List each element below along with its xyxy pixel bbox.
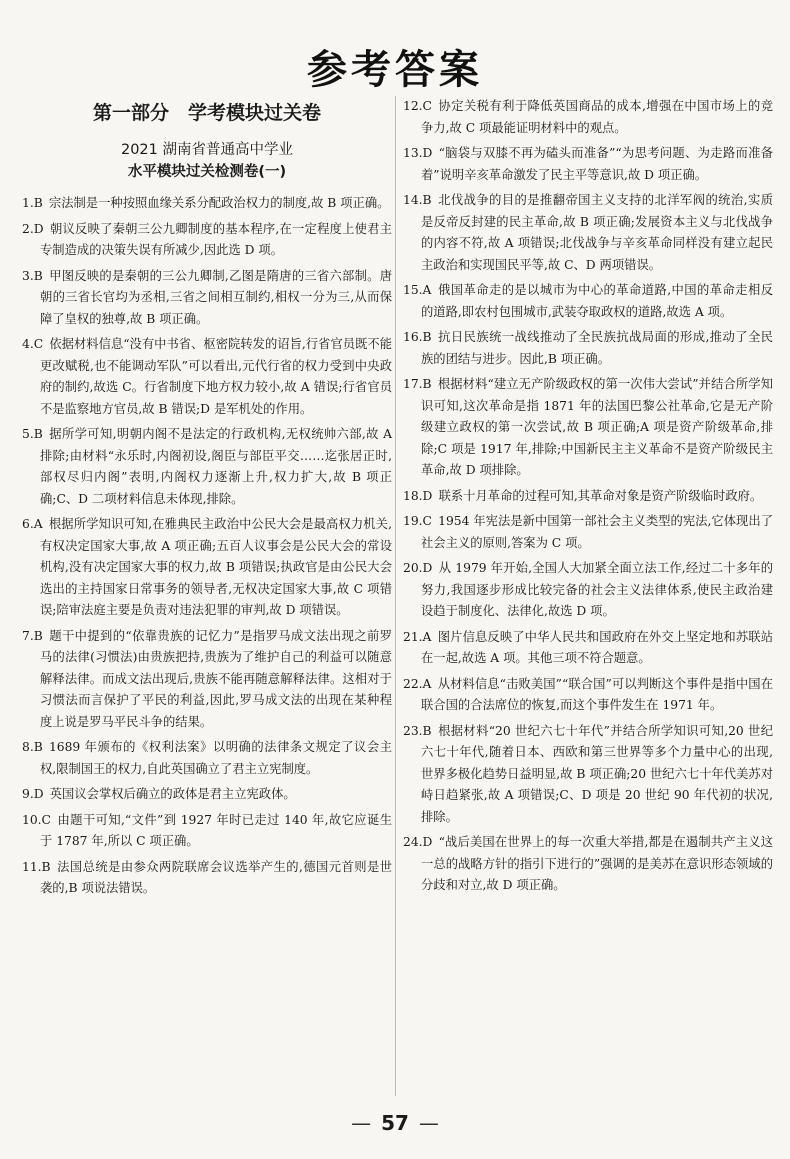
answer-number: 22.A [403, 676, 432, 691]
answer-item [403, 486, 773, 508]
page-title: 参考答案 [307, 47, 483, 93]
answer-item [403, 143, 773, 186]
answer-number: 19.C [403, 514, 432, 528]
answer-number: 14.B [403, 193, 432, 207]
answer-number: 11.B [22, 859, 51, 874]
answer-item [403, 280, 773, 323]
answer-text: 由题干可知,“文件”到 1927 年时已走过 140 年,故它应诞生于 1787 年,所以 C 项正确。 [40, 812, 392, 848]
footer-dash-right: — [418, 1111, 439, 1135]
answer-number: 10.C [22, 812, 51, 827]
answer-text: 从 1979 年开始,全国人大加紧全面立法工作,经过二十多年的努力,我国逐步形成比较完备的社会主义法律体系,使民主政治建设趋于制度化、法律化,故选 D 项。 [421, 561, 773, 618]
answer-item [22, 334, 392, 420]
answer-item [22, 266, 392, 331]
answer-item [22, 424, 392, 510]
answer-number: 16.B [403, 330, 432, 344]
answer-item [403, 96, 773, 139]
left-column [22, 96, 392, 904]
answer-number: 12.C [403, 99, 432, 113]
answer-number: 24.D [403, 835, 433, 849]
answer-number: 4.C [22, 337, 44, 351]
answer-number: 23.B [403, 723, 432, 738]
answer-text: 1689 年颁布的《权利法案》以明确的法律条文规定了议会主权,限制国王的权力,自此英国确立了君主立宪制度。 [40, 740, 392, 776]
answer-text: 据所学可知,明朝内阁不是法定的行政机构,无权统帅六部,故 A 排除;由材料“永乐时,内阁初设,阁臣与部臣平交……迄张居正时,部权尽归内阁”表明,内阁权力逐渐上升,权力扩大,故 B 项正确;C、D 二项材料信息未体现,排除。 [40, 427, 392, 506]
answer-number: 18.D [403, 488, 433, 503]
answer-number: 8.B [22, 740, 43, 754]
answer-item [403, 374, 773, 482]
answer-item [22, 810, 392, 853]
answer-number: 15.A [403, 283, 432, 297]
exam-title-line2: 水平模块过关检测卷(一) [127, 164, 287, 180]
answer-text: 图片信息反映了中华人民共和国政府在外交上坚定地和苏联站在一起,故选 A 项。其他三项不符合题意。 [421, 629, 773, 665]
answer-text: “战后美国在世界上的每一次重大举措,都是在遏制共产主义这一总的战略方针的指引下进行的”强调的是美苏在意识形态领域的分歧和对立,故 D 项正确。 [421, 835, 773, 892]
exam-title-line1: 2021 湖南省普通高中学业 [120, 142, 293, 158]
answer-text: “脑袋与双膝不再为磕头而准备”“为思考问题、为走路而准备着”说明辛亥革命激发了民主平等意识,故 D 项正确。 [421, 146, 773, 182]
answer-text: 1954 年宪法是新中国第一部社会主义类型的宪法,它体现出了社会主义的原则,答案为 C 项。 [421, 514, 773, 550]
answer-item [403, 190, 773, 276]
answer-text: 甲图反映的是秦朝的三公九卿制,乙图是隋唐的三省六部制。唐朝的三省长官均为丞相,三省之间相互制约,相权一分为三,从而保障了皇权的独尊,故 B 项正确。 [40, 268, 392, 326]
answer-text: 根据材料“建立无产阶级政权的第一次伟大尝试”并结合所学知识可知,这次革命是指 1871 年的法国巴黎公社革命,它是无产阶级建立政权的第一次尝试,故 B 项正确;A 项是资产阶级革命,排除;C 项是 1917 年,排除;中国新民主主义革命不是资产阶级民主革命,故 D 项排除。 [421, 377, 773, 477]
answer-text: 依据材料信息“没有中书省、枢密院转发的诏旨,行省官员既不能更改赋税,也不能调动军队”可以看出,元代行省的权力受到中央政府的制约,故选 C。行省制度下地方权力较小,故 A 错误;行省官员不是监察地方官员,故 B 错误;D 是军机处的作用。 [40, 337, 392, 416]
answer-number: 6.A [22, 517, 43, 531]
answer-number: 13.D [403, 146, 433, 160]
answer-text: 朝议反映了秦朝三公九卿制度的基本程序,在一定程度上使君主专制造成的决策失误有所减少,因此选 D 项。 [40, 221, 392, 257]
answer-text: 题干中提到的“依靠贵族的记忆力”是指罗马成文法出现之前罗马的法律(习惯法)由贵族把持,贵族为了维护自己的利益可以随意解释法律。而成文法出现后,贵族不能再随意解释法律。这相对于习惯法而言保护了平民的利益,因此,罗马成文法的出现在某种程度上说是罗马平民斗争的结果。 [40, 628, 392, 729]
answer-item [22, 857, 392, 900]
page-footer [0, 1111, 790, 1135]
answer-number: 9.D [22, 787, 44, 801]
answer-text: 协定关税有利于降低英国商品的成本,增强在中国市场上的竞争力,故 C 项最能证明材料中的观点。 [421, 99, 773, 135]
answer-item [403, 627, 773, 670]
right-column [403, 96, 773, 901]
answer-item [22, 219, 392, 262]
answer-number: 1.B [22, 196, 43, 210]
answer-number: 7.B [22, 628, 43, 643]
answer-item [22, 784, 392, 806]
answer-text: 北伐战争的目的是推翻帝国主义支持的北洋军阀的统治,实质是反帝反封建的民主革命,故 B 项正确;发展资本主义与北伐战争的内容不符,故 A 项错误;北伐战争与辛亥革命同样没有建立起民主政治和实现国民平等,故 C、D 两项错误。 [421, 193, 773, 272]
answer-text: 根据所学知识可知,在雅典民主政治中公民大会是最高权力机关,有权决定国家大事,故 A 项正确;五百人议事会是公民大会的常设机构,没有决定国家大事的权力,故 B 项错误;执政官是由公民大会选出的主持国家日常事务的领导者,无权决定国家大事,故 C 项错误;陪审法庭主要是负责对违法犯罪的审判,故 D 项错误。 [40, 517, 392, 617]
answer-item [22, 626, 392, 734]
answer-item [22, 193, 392, 215]
answer-number: 17.B [403, 377, 432, 391]
answer-number: 5.B [22, 427, 43, 441]
answer-text: 俄国革命走的是以城市为中心的革命道路,中国的革命走相反的道路,即农村包围城市,武装夺取政权的道路,故选 A 项。 [421, 283, 773, 319]
answer-item [22, 737, 392, 780]
answer-number: 20.D [403, 561, 433, 575]
answer-text: 联系十月革命的过程可知,其革命对象是资产阶级临时政府。 [438, 488, 763, 503]
answer-item [403, 558, 773, 623]
answer-number: 21.A [403, 629, 432, 644]
section-title: 第一部分 学考模块过关卷 [92, 102, 321, 124]
footer-dash-left: — [351, 1111, 372, 1135]
left-answer-list [22, 193, 392, 900]
answer-text: 英国议会掌权后确立的政体是君主立宪政体。 [49, 787, 296, 801]
answer-text: 法国总统是由参众两院联席会议选举产生的,德国元首则是世袭的,B 项说法错误。 [40, 859, 392, 895]
answer-text: 宗法制是一种按照血缘关系分配政治权力的制度,故 B 项正确。 [48, 196, 390, 210]
answer-item [403, 721, 773, 829]
answer-item [22, 514, 392, 622]
right-answer-list [403, 96, 773, 897]
answer-text: 抗日民族统一战线推动了全民族抗战局面的形成,推动了全民族的团结与进步。因此,B 项正确。 [421, 330, 773, 366]
page-number: 57 [381, 1111, 409, 1135]
answer-number: 2.D [22, 221, 44, 236]
answer-item [403, 327, 773, 370]
answer-text: 从材料信息“击败美国”“联合国”可以判断这个事件是指中国在联合国的合法席位的恢复,而这个事件发生在 1971 年。 [421, 676, 773, 712]
answer-item [403, 674, 773, 717]
answer-number: 3.B [22, 268, 43, 283]
answer-item [403, 511, 773, 554]
answer-item [403, 832, 773, 897]
answer-text: 根据材料“20 世纪六七十年代”并结合所学知识可知,20 世纪六七十年代,随着日本、西欧和第三世界等多个力量中心的出现,世界多极化趋势日益明显,故 B 项正确;20 世纪六七十年代美苏对峙日趋紧张,故 A 项错误;C、D 项是 20 世纪 90 年代初的状况,排除。 [421, 723, 773, 824]
column-divider [395, 96, 396, 1096]
